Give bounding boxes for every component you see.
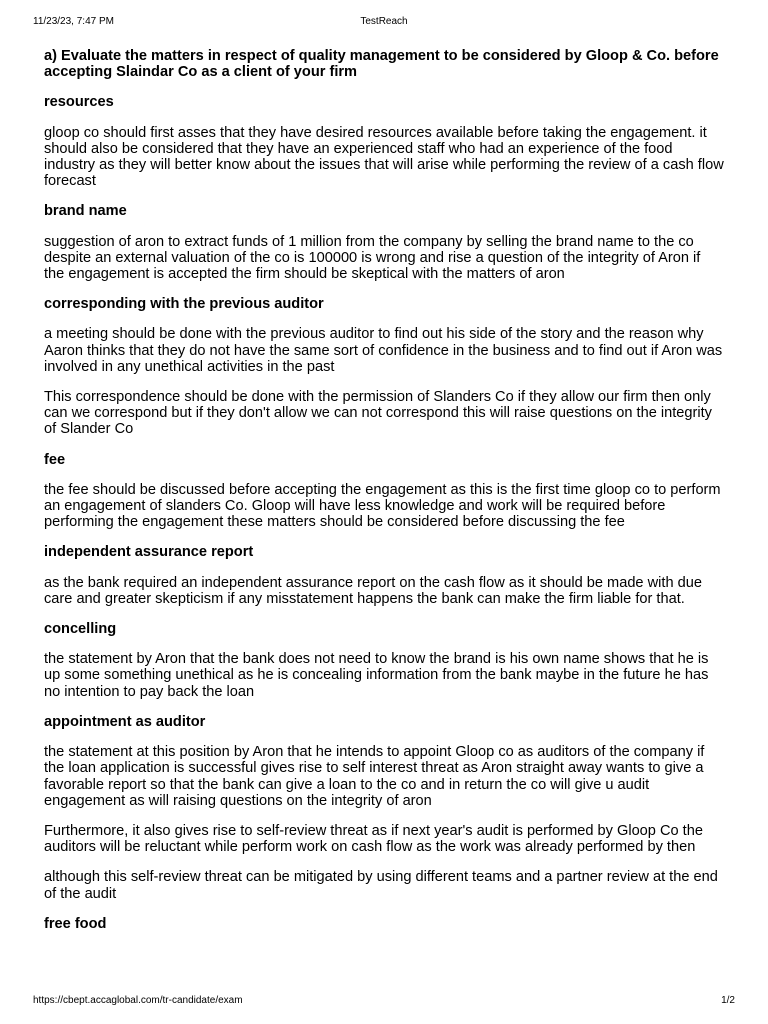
section-paragraph: although this self-review threat can be mitigated by using different teams and a partner review at the end of the audit: [44, 869, 718, 902]
section-paragraph: gloop co should first asses that they have desired resources available before taking the engagement. it should also be considered that they have an experienced staff who had an experience of the food industry as they will better know about the issues that will arise while performing the review of a cash flow forecast: [44, 124, 724, 190]
section-paragraph: suggestion of aron to extract funds of 1 million from the company by selling the brand name to the co despite an external valuation of the co is 100000 is wrong and rise a question of the integrity of Aron if the engagement is accepted the firm should be skeptical with the matters of aron: [44, 233, 701, 283]
print-title: TestReach: [360, 16, 408, 27]
section-paragraph: the fee should be discussed before accepting the engagement as this is the first time gloop co to perform an engagement of slanders Co. Gloop will have less knowledge and work will be required before performing the engagement these matters should be considered before discussing the fee: [44, 481, 721, 531]
section-heading: fee: [44, 451, 66, 468]
section-heading: appointment as auditor: [44, 713, 206, 730]
section-heading: free food: [44, 915, 107, 932]
print-datetime: 11/23/23, 7:47 PM: [33, 16, 114, 27]
section-paragraph: Furthermore, it also gives rise to self-review threat as if next year's audit is performed by Gloop Co the auditors will be reluctant while perform work on cash flow as the work was already performed by then: [44, 822, 703, 856]
answer-content: [44, 48, 724, 946]
print-header: [33, 16, 735, 30]
question-text: a) Evaluate the matters in respect of quality management to be considered by Gloop & Co. before accepting Slaindar Co as a client of your firm: [44, 48, 719, 81]
page-number: 1/2: [721, 995, 735, 1006]
section-paragraph: This correspondence should be done with the permission of Slanders Co if they allow our firm then only can we correspond but if they don't allow we can not correspond this will raise questions on the integrity of Slander Co: [44, 389, 712, 438]
section-paragraph: the statement by Aron that the bank does not need to know the brand is his own name shows that he is up some something unethical as he is concealing information from the bank maybe in the future he has no intention to pay back the loan: [44, 651, 709, 700]
section-heading: brand name: [44, 203, 127, 220]
print-url: https://cbept.accaglobal.com/tr-candidate/exam: [33, 995, 243, 1006]
section-heading: resources: [44, 94, 114, 111]
print-footer: [33, 995, 735, 1009]
section-heading: corresponding with the previous auditor: [44, 296, 324, 313]
section-paragraph: the statement at this position by Aron that he intends to appoint Gloop co as auditors of the company if the loan application is successful gives rise to self interest threat as Aron straight away wants to give a favorable report so that the bank can give a loan to the co and in return the co will give u audit engagement as will raising questions on the integrity of aron: [44, 744, 705, 809]
section-paragraph: a meeting should be done with the previous auditor to find out his side of the story and the reason why Aaron thinks that they do not have the same sort of confidence in the business and to find out if Aron was involved in any unethical activities in the past: [44, 326, 723, 375]
section-heading: independent assurance report: [44, 544, 254, 561]
section-paragraph: as the bank required an independent assurance report on the cash flow as it should be made with due care and greater skepticism if any misstatement happens the bank can make the firm liable for that.: [44, 574, 702, 607]
section-heading: concelling: [44, 621, 117, 638]
